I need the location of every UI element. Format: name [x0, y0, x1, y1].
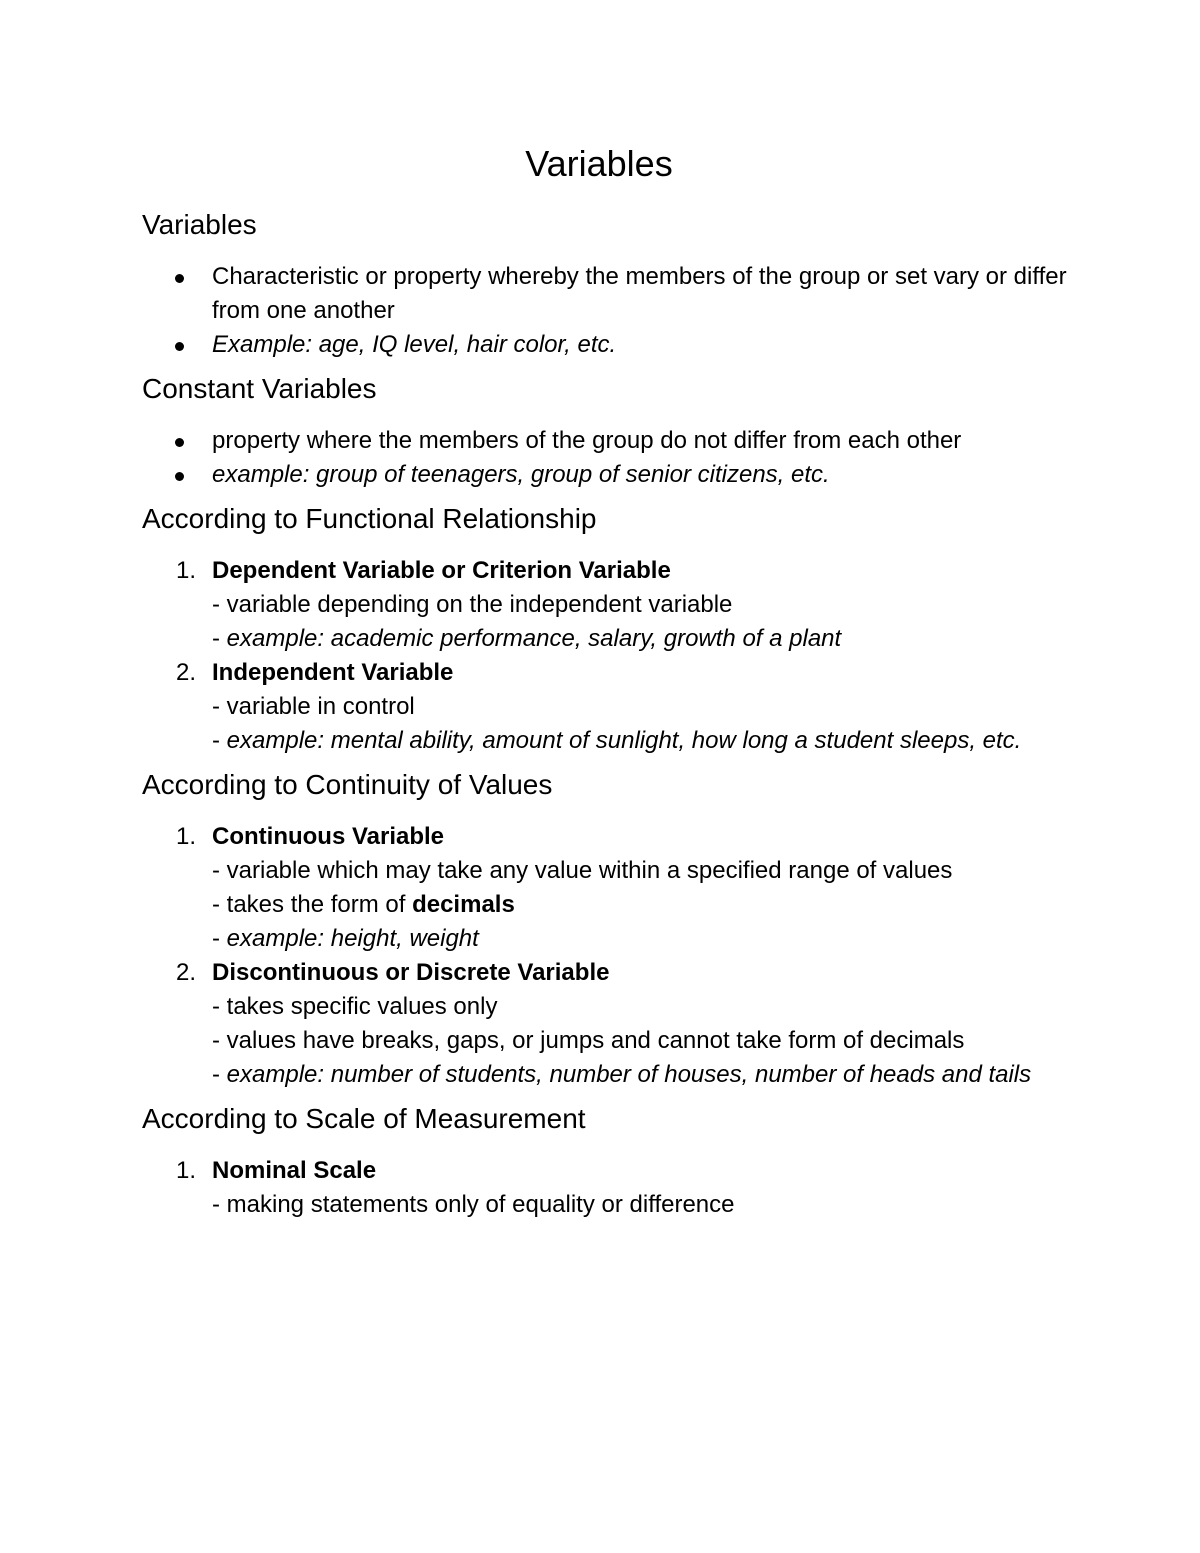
example-line [212, 1058, 1072, 1092]
section-heading-functional-relationship: According to Functional Relationship [142, 503, 597, 534]
page-title: Variables [525, 143, 673, 184]
bullet-icon [175, 274, 184, 283]
description-line: - variable in control [212, 693, 415, 720]
description-line: - making statements only of equality or difference [212, 1191, 735, 1218]
bullet-icon [175, 342, 184, 351]
list-item [142, 260, 1072, 328]
bullet-text: property where the members of the group do not differ from each other [212, 427, 962, 454]
example-text: example: number of students, number of houses, number of heads and tails [226, 1061, 1032, 1088]
example-line [212, 622, 1072, 656]
section-heading-variables: Variables [142, 209, 257, 240]
description-line [212, 888, 1072, 922]
list-item [142, 956, 1072, 1092]
dash-text: - [212, 1061, 227, 1088]
description-line: - values have breaks, gaps, or jumps and cannot take form of decimals [212, 1027, 965, 1054]
description-line: - variable depending on the independent variable [212, 591, 733, 618]
numbered-list-scale-of-measurement [142, 1154, 1072, 1222]
term-title: Dependent Variable or Criterion Variable [212, 557, 671, 584]
list-number: 1. [176, 823, 197, 850]
list-item [142, 458, 1072, 492]
list-number: 2. [176, 959, 197, 986]
term-title: Nominal Scale [212, 1157, 377, 1184]
bullet-example-text: Example: age, IQ level, hair color, etc. [212, 331, 617, 358]
numbered-list-continuity-of-values [142, 820, 1072, 1092]
list-number: 1. [176, 1157, 197, 1184]
bullet-list-variables [142, 260, 1072, 362]
list-item [142, 554, 1072, 656]
list-item [142, 328, 1072, 362]
example-text: example: academic performance, salary, growth of a plant [226, 625, 842, 652]
list-number: 1. [176, 557, 197, 584]
example-line [212, 724, 1072, 758]
term-title: Discontinuous or Discrete Variable [212, 959, 610, 986]
emphasis-text: decimals [412, 891, 515, 918]
example-line [212, 922, 1072, 956]
document-page [142, 140, 1072, 1232]
example-text: example: height, weight [226, 925, 479, 952]
section-heading-scale-of-measurement: According to Scale of Measurement [142, 1103, 586, 1134]
section-heading-continuity-of-values: According to Continuity of Values [142, 769, 553, 800]
term-title: Independent Variable [212, 659, 454, 686]
description-line: - variable which may take any value within a specified range of values [212, 857, 953, 884]
dash-text: - [212, 625, 227, 652]
dash-text: - [212, 727, 227, 754]
bullet-example-text: example: group of teenagers, group of senior citizens, etc. [212, 461, 830, 488]
example-text: example: mental ability, amount of sunlight, how long a student sleeps, etc. [226, 727, 1022, 754]
bullet-list-constant-variables [142, 424, 1072, 492]
list-item [142, 820, 1072, 956]
dash-text: - [212, 925, 227, 952]
description-text: - takes the form of [212, 891, 413, 918]
section-heading-constant-variables: Constant Variables [142, 373, 377, 404]
bullet-icon [175, 472, 184, 481]
list-item [142, 424, 1072, 458]
list-item [142, 1154, 1072, 1222]
term-title: Continuous Variable [212, 823, 445, 850]
numbered-list-functional-relationship [142, 554, 1072, 758]
description-line: - takes specific values only [212, 993, 498, 1020]
list-item [142, 656, 1072, 758]
bullet-text: Characteristic or property whereby the members of the group or set vary or differ from one another [212, 263, 1067, 324]
list-number: 2. [176, 659, 197, 686]
bullet-icon [175, 438, 184, 447]
